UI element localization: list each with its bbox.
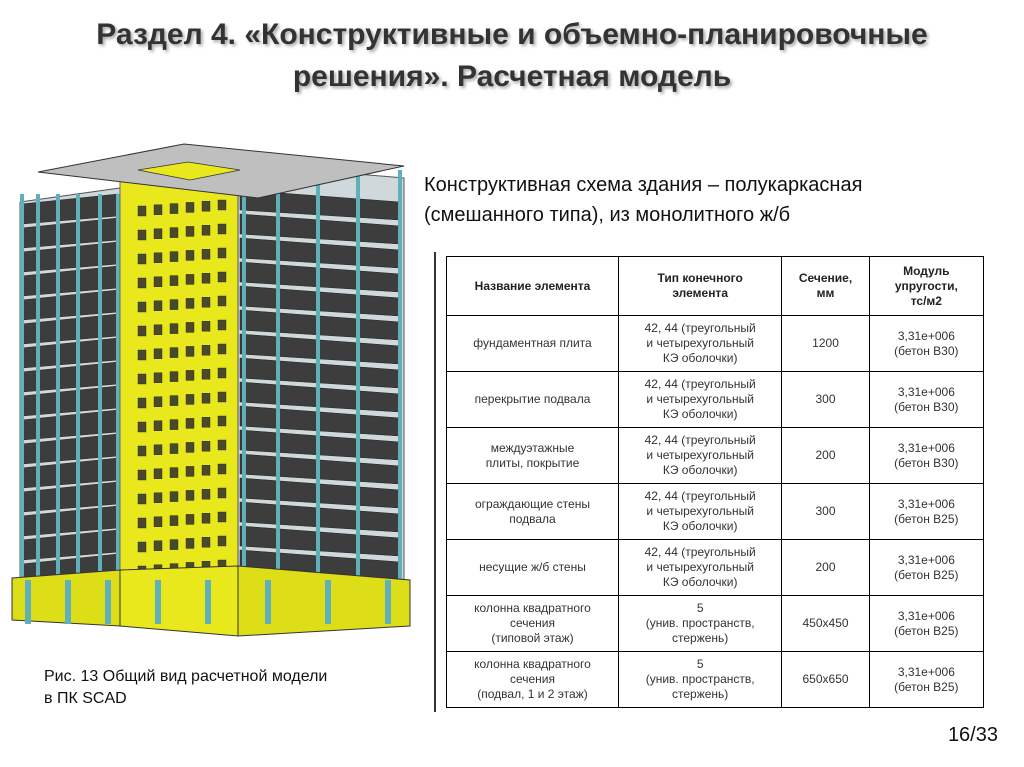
cell-text: 300 [815,504,836,518]
core-window [138,470,146,480]
cell-text: колонна квадратного [474,601,591,615]
table-cell [782,484,869,540]
cell-text: стержень) [672,631,729,645]
header-text: мм [816,286,835,300]
foundation-base [12,566,410,636]
left-column [116,194,120,614]
core-window [218,464,226,474]
cell-text: и четырехугольный [646,336,754,350]
cell-text: (бетон В25) [894,567,959,582]
cell-text: 3,31е+006 [897,440,955,455]
core-window [186,202,194,212]
core-window [218,440,226,450]
core-window [202,297,210,307]
table-body [447,316,984,708]
right-column [242,170,246,600]
cell-text: КЭ оболочки) [662,463,738,477]
core-window [186,298,194,308]
cell-text: КЭ оболочки) [662,519,738,533]
cell-text: фундаментная плита [473,336,592,350]
table-cell [447,652,619,708]
core-window [202,417,210,427]
cell-text: 5 [696,657,704,671]
core-window [218,344,226,354]
cell-text: и четырехугольный [646,448,754,462]
slide-title-line-1: Раздел 4. «Конструктивные и объемно-планировочные [96,18,928,51]
core-window [154,493,162,503]
table-cell [869,484,983,540]
right-column [398,170,402,600]
table-header-cell [618,257,781,316]
core-window [138,374,146,384]
table-cell [447,428,619,484]
core-window [218,296,226,306]
header-text: Модуль [903,263,950,278]
core-window [186,394,194,404]
intro-text [424,170,1004,230]
left-column [98,194,102,614]
core-window [138,542,146,552]
core-window [170,492,178,502]
core-window [202,201,210,211]
table-row [447,372,984,428]
core-window [138,326,146,336]
header-text: тс/м2 [910,293,942,308]
core-window [218,536,226,546]
core-window [138,230,146,240]
core-window [218,224,226,234]
base-column [105,580,111,624]
table-cell [869,428,983,484]
cell-text: 5 [696,601,704,615]
table-cell [447,484,619,540]
table-cell [618,596,781,652]
core-window [186,274,194,284]
core-window [170,396,178,406]
core-window [202,369,210,379]
core-window [186,322,194,332]
core-window [218,248,226,258]
core-window [154,397,162,407]
table-cell [869,316,983,372]
left-column [20,194,24,614]
core-window [138,350,146,360]
core-window [170,540,178,550]
table-container [434,252,980,712]
core-window [202,513,210,523]
base-column [385,580,391,624]
table-row [447,652,984,708]
core-window [218,320,226,330]
core-window [154,349,162,359]
table-cell [618,540,781,596]
table-cell [618,484,781,540]
core-window [170,372,178,382]
table-cell [618,652,781,708]
cell-text: несущие ж/б стены [479,560,586,574]
core-window [138,398,146,408]
base-column [325,580,331,624]
core-window [170,516,178,526]
table-row [447,540,984,596]
cell-text: ограждающие стены [475,496,590,511]
core-window [170,420,178,430]
header-text: упругости, [894,278,958,293]
cell-text: 3,31е+006 [897,496,955,511]
core-window [154,277,162,287]
cell-text: КЭ оболочки) [662,351,738,365]
core-window [138,302,146,312]
cell-text: междуэтажные [490,440,575,455]
left-wing [20,188,120,618]
cell-text: (бетон В25) [894,623,959,638]
cell-text: (бетон В25) [894,679,959,694]
core-window [218,512,226,522]
cell-text: 3,31е+006 [897,384,955,399]
cell-text: (бетон В30) [894,455,959,470]
table-cell [869,372,983,428]
cell-text: 200 [815,560,836,574]
table-cell [782,316,869,372]
core-window [170,348,178,358]
core-window [218,272,226,282]
cell-text: 3,31е+006 [897,608,955,623]
core-window [170,300,178,310]
core-window [186,490,194,500]
intro-text-line-2: (смешанного типа), из монолитного ж/б [424,204,791,226]
header-text: Сечение, [798,271,853,285]
core-window [202,537,210,547]
cell-text: плиты, покрытие [485,455,580,470]
cell-text: (унив. пространств, [645,616,755,630]
cell-text: 42, 44 (треугольный [644,489,756,503]
core-window [218,368,226,378]
table-cell [782,596,869,652]
cell-text: сечения [509,616,555,630]
core-window [154,541,162,551]
cell-text: 42, 44 (треугольный [644,321,756,335]
core-window [218,200,226,210]
cell-text: (бетон В30) [894,343,959,358]
core-window [170,228,178,238]
table-cell [869,652,983,708]
cell-text: (бетон В25) [894,511,959,526]
core-window [138,446,146,456]
right-column [356,170,360,600]
core-window [186,514,194,524]
core-window [186,466,194,476]
cell-text: подвала [509,511,556,526]
cell-text: КЭ оболочки) [662,575,738,589]
core-window [218,488,226,498]
cell-text: 42, 44 (треугольный [644,433,756,447]
table-header-cell [869,257,983,316]
core-window [186,538,194,548]
cell-text: 200 [815,448,836,462]
core-window [202,393,210,403]
base-column [25,580,31,624]
core-window [154,229,162,239]
figure-caption-line-2: в ПК SCAD [44,690,127,707]
base-column [205,580,211,624]
core-window [170,468,178,478]
table-cell [447,316,619,372]
core-window [218,392,226,402]
base-column [265,580,271,624]
cell-text: 1200 [812,336,839,350]
header-text: Название элемента [474,278,591,293]
table-header-row [447,257,984,316]
cell-text: колонна квадратного [474,657,591,671]
core-window [154,301,162,311]
table-cell [782,428,869,484]
building-model-image [8,140,412,640]
table-cell [782,372,869,428]
core-window [170,204,178,214]
base-front [120,566,238,636]
right-column [276,170,280,600]
cell-text: 300 [815,392,836,406]
core-window [202,489,210,499]
left-column [56,194,60,614]
core-window [218,416,226,426]
core-window [202,465,210,475]
core-window [170,444,178,454]
table-cell [618,372,781,428]
cell-text: 450х450 [802,616,849,630]
cell-text: и четырехугольный [646,504,754,518]
cell-text: (бетон В30) [894,399,959,414]
cell-text: (типовой этаж) [491,631,574,645]
figure-caption [44,666,424,710]
core-window [170,324,178,334]
table-cell [618,316,781,372]
base-column [155,580,161,624]
core-window [186,442,194,452]
slide-title-line-2: решения». Расчетная модель [292,60,732,93]
core-window [138,206,146,216]
core-window [202,345,210,355]
table-row [447,428,984,484]
figure-caption-line-1: Рис. 13 Общий вид расчетной модели [44,668,328,685]
table-cell [782,652,869,708]
core-window [202,249,210,259]
cell-text: 42, 44 (треугольный [644,545,756,559]
core-window [186,250,194,260]
core-window [138,422,146,432]
right-wing [238,164,404,610]
header-text: элемента [672,286,728,300]
core-window [154,421,162,431]
left-column [76,194,80,614]
cell-text: и четырехугольный [646,392,754,406]
cell-text: сечения [509,672,555,686]
core-window [170,276,178,286]
table-header-cell [782,257,869,316]
core-window [154,517,162,527]
core-window [154,373,162,383]
core-window [202,321,210,331]
core-window [154,253,162,263]
cell-text: 3,31е+006 [897,328,955,343]
cell-text: (подвал, 1 и 2 этаж) [477,687,588,701]
cell-text: (унив. пространств, [645,672,755,686]
table-row [447,596,984,652]
table-cell [447,372,619,428]
page-number: 16/33 [947,724,998,746]
cell-text: 3,31е+006 [897,664,955,679]
table-cell [447,540,619,596]
table-row [447,316,984,372]
cell-text: 42, 44 (треугольный [644,377,756,391]
header-text: Тип конечного [657,271,743,285]
intro-text-line-1: Конструктивная схема здания – полукаркасная [424,174,863,196]
core-window [170,252,178,262]
table-cell [869,540,983,596]
cell-text: стержень) [672,687,729,701]
core-window [202,225,210,235]
core-window [154,445,162,455]
cell-text: 3,31е+006 [897,552,955,567]
core-window [186,370,194,380]
left-column [36,194,40,614]
base-column [65,580,71,624]
slide-title [40,14,984,98]
cell-text: перекрытие подвала [474,392,591,406]
table-row [447,484,984,540]
cell-text: 650х650 [802,672,849,686]
core-window [138,518,146,528]
table-cell [782,540,869,596]
table-cell [447,596,619,652]
core-window [186,346,194,356]
core-window [138,254,146,264]
core-window [154,205,162,215]
right-column [316,170,320,600]
table-cell [869,596,983,652]
core-window [154,325,162,335]
core-window [138,494,146,504]
core-window [138,278,146,288]
core-block [120,164,238,614]
cell-text: и четырехугольный [646,560,754,574]
table-header-cell [447,257,619,316]
core-window [202,273,210,283]
core-window [154,469,162,479]
elements-table [446,256,984,708]
core-window [186,226,194,236]
core-window [186,418,194,428]
core-window [202,441,210,451]
table-cell [618,428,781,484]
cell-text: КЭ оболочки) [662,407,738,421]
